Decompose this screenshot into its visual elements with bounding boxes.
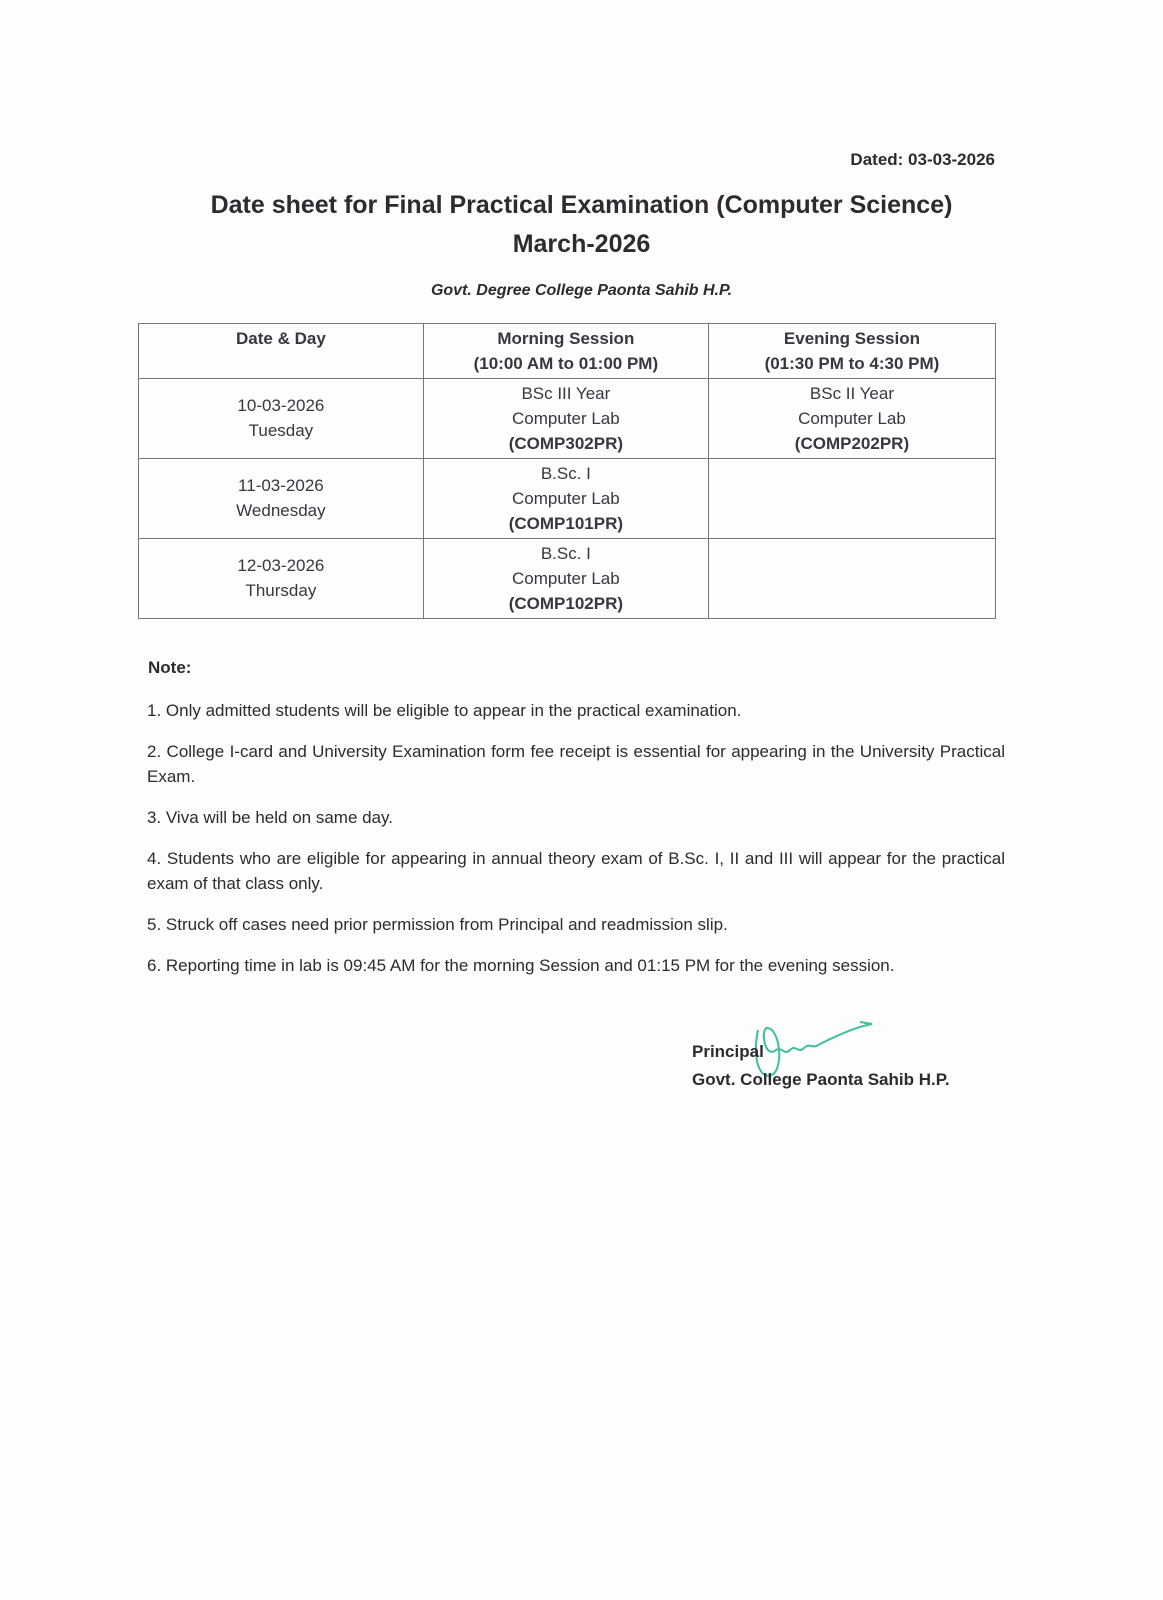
signatory-org: Govt. College Paonta Sahib H.P. <box>692 1070 950 1089</box>
note-item: 3. Viva will be held on same day. <box>147 808 394 827</box>
date-cell: 10-03-2026 Tuesday <box>139 379 424 459</box>
header-evening: Evening Session (01:30 PM to 4:30 PM) <box>708 324 995 379</box>
note-item: 5. Struck off cases need prior permission from Principal and readmission slip. <box>147 915 728 934</box>
table-row <box>139 539 996 619</box>
signatory-title: Principal <box>692 1042 764 1061</box>
header-morning: Morning Session (10:00 AM to 01:00 PM) <box>423 324 708 379</box>
note-item: 2. College I-card and University Examination form fee receipt is essential for appearing in the University Practical Exam. <box>147 742 1005 786</box>
note-item: 4. Students who are eligible for appearing in annual theory exam of B.Sc. I, II and III will appear for the practical exam of that class only. <box>147 849 1005 893</box>
date-cell: 12-03-2026 Thursday <box>139 539 424 619</box>
morning-cell: B.Sc. I Computer Lab (COMP101PR) <box>423 459 708 539</box>
page-title <box>0 186 1163 264</box>
note-item: 1. Only admitted students will be eligible to appear in the practical examination. <box>147 701 742 720</box>
table-row <box>139 379 996 459</box>
title-line-1: Date sheet for Final Practical Examination (Computer Science) <box>210 191 953 219</box>
title-line-2: March-2026 <box>512 230 651 258</box>
date-sheet-table <box>138 323 996 619</box>
morning-cell: BSc III Year Computer Lab (COMP302PR) <box>423 379 708 459</box>
evening-cell <box>708 459 995 539</box>
header-date-day: Date & Day <box>139 324 424 379</box>
morning-cell: B.Sc. I Computer Lab (COMP102PR) <box>423 539 708 619</box>
note-item: 6. Reporting time in lab is 09:45 AM for the morning Session and 01:15 PM for the evening session. <box>147 956 895 975</box>
dated-label: Dated: 03-03-2026 <box>850 150 995 169</box>
table-header-row <box>139 324 996 379</box>
notes-list <box>147 698 1005 994</box>
evening-cell <box>708 539 995 619</box>
college-name: Govt. Degree College Paonta Sahib H.P. <box>430 282 733 299</box>
table-row <box>139 459 996 539</box>
signatory-block <box>692 1038 950 1094</box>
note-heading: Note: <box>148 658 192 677</box>
date-cell: 11-03-2026 Wednesday <box>139 459 424 539</box>
evening-cell: BSc II Year Computer Lab (COMP202PR) <box>708 379 995 459</box>
